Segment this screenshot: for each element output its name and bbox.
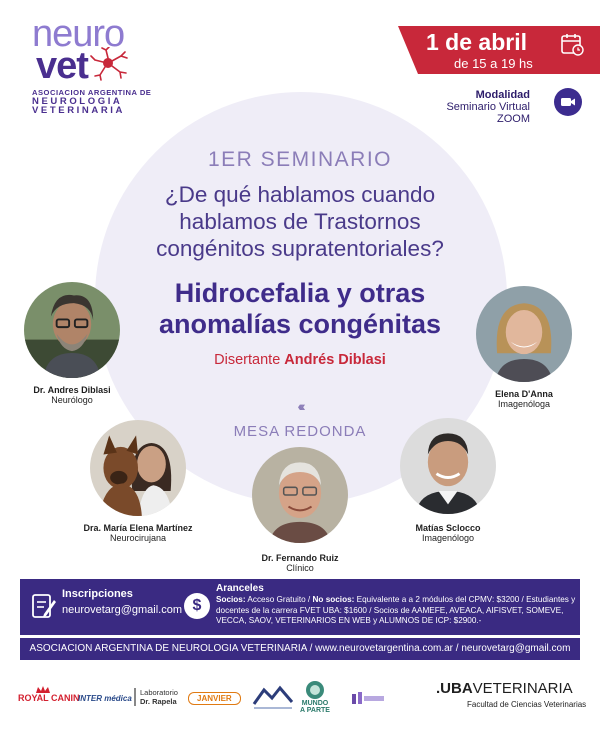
sponsor-royal-canin bbox=[18, 686, 80, 703]
sponsor-mundo-a-parte bbox=[300, 680, 330, 714]
purple-bars-logo-icon bbox=[352, 690, 386, 704]
person-name-fernando: Dr. Fernando Ruiz bbox=[261, 553, 339, 563]
inscription-email[interactable]: neurovetarg@gmail.com bbox=[62, 604, 182, 616]
logo-line-vet bbox=[32, 45, 152, 87]
fees-members-text: Acceso Gratuito / bbox=[247, 595, 311, 604]
chevrons-left-icon: ‹‹‹ bbox=[297, 398, 303, 414]
person-name-maria: Dra. María Elena Martínez bbox=[83, 523, 193, 533]
sponsor-rapela-l1: Laboratorio bbox=[140, 688, 178, 697]
sponsor-rapela bbox=[134, 688, 178, 706]
uba-suffix: VETERINARIA bbox=[472, 680, 573, 697]
fees-members-label: Socios: bbox=[216, 595, 246, 604]
calendar-clock-icon bbox=[560, 32, 584, 56]
crown-icon bbox=[36, 686, 50, 693]
sponsor-purple-logo bbox=[352, 690, 386, 706]
logo-word-neuro: neuro bbox=[32, 13, 125, 55]
person-role-andres: Neurólogo bbox=[51, 395, 93, 405]
sponsor-mundo-l2: A PARTE bbox=[300, 707, 330, 714]
registration-form-icon bbox=[32, 592, 56, 620]
person-name-elena: Elena D'Anna bbox=[495, 389, 553, 399]
seminar-label: 1ER SEMINARIO bbox=[207, 148, 393, 171]
uba-subtitle: Facultad de Ciencias Veterinarias bbox=[467, 700, 587, 709]
person-role-elena: Imagenóloga bbox=[497, 399, 551, 409]
main-title-line-1: Hidrocefalia y otras bbox=[174, 278, 426, 308]
seminar-question bbox=[0, 181, 600, 262]
question-line-3: congénitos supratentoriales? bbox=[156, 236, 444, 261]
modality-line2: ZOOM bbox=[497, 113, 530, 125]
avatar-maria-elena-martinez bbox=[90, 420, 186, 516]
contact-bar[interactable]: ASOCIACION ARGENTINA DE NEUROLOGIA VETERINARIA / www.neurovetargentina.com.ar / neurovetarg@gmail.com bbox=[20, 638, 580, 660]
question-line-1: ¿De qué hablamos cuando bbox=[164, 182, 436, 207]
globe-icon bbox=[305, 680, 325, 700]
sponsor-rapela-l2: Dr. Rapela bbox=[140, 697, 177, 706]
fees-nonmembers-label: No socios: bbox=[312, 595, 355, 604]
person-name-matias: Matías Sclocco bbox=[415, 523, 481, 533]
neuron-icon bbox=[90, 47, 130, 81]
logo-sub-2: NEUROLOGIA bbox=[32, 96, 123, 107]
modality-info bbox=[446, 89, 530, 125]
uba-logo bbox=[436, 680, 573, 697]
sponsor-mundo-l1: MUNDO bbox=[301, 700, 329, 707]
logo-subtitle bbox=[32, 88, 152, 115]
bird-logo-icon bbox=[250, 684, 296, 712]
event-date: 1 de abril bbox=[426, 29, 527, 55]
sponsor-intermedica: INTER médica bbox=[78, 694, 132, 703]
event-time: de 15 a 19 hs bbox=[454, 56, 533, 71]
avatar-fernando-ruiz bbox=[252, 447, 348, 543]
sponsor-bird-logo bbox=[250, 684, 296, 714]
avatar-elena-danna bbox=[476, 286, 572, 382]
question-line-2: hablamos de Trastornos bbox=[179, 209, 421, 234]
avatar-matias-sclocco bbox=[400, 418, 496, 514]
info-box bbox=[20, 579, 580, 635]
sponsor-royal-canin-text: ROYAL CANIN bbox=[18, 693, 80, 703]
neurovet-logo bbox=[32, 13, 152, 116]
modality-title: Modalidad bbox=[475, 89, 530, 101]
sponsor-janvier: JANVIER bbox=[188, 692, 241, 705]
uba-prefix: .UBA bbox=[436, 680, 473, 697]
speaker-name: Andrés Diblasi bbox=[284, 352, 386, 368]
fees-nonmembers-text: Equivalente a a 2 módulos del CPMV: $3200 / Estudiantes y docentes de la carrera FVET UBA: $1600 / Socios de AAMEFE, AVEACA, AIFISVET, SOMEVE, VECCA, SAOV, VETERINARIOS EN WEB y ALUMNOS DE ICP: $2900.- bbox=[216, 595, 576, 625]
logo-word-vet: vet bbox=[36, 45, 88, 87]
person-role-maria: Neurocirujana bbox=[109, 533, 167, 543]
date-banner bbox=[418, 26, 600, 74]
avatar-andres-diblasi bbox=[24, 282, 120, 378]
dollar-icon: $ bbox=[184, 593, 210, 619]
modality-line1: Seminario Virtual bbox=[446, 101, 530, 113]
round-table-label: MESA REDONDA bbox=[233, 423, 367, 440]
main-title-line-2: anomalías congénitas bbox=[158, 309, 442, 339]
inscription-title: Inscripciones bbox=[62, 588, 133, 600]
logo-sub-1: ASOCIACION ARGENTINA DE bbox=[32, 88, 152, 97]
video-camera-icon bbox=[554, 88, 582, 116]
fees-title: Aranceles bbox=[216, 583, 264, 594]
speaker-prefix: Disertante bbox=[214, 352, 281, 368]
logo-sub-3: VETERINARIA bbox=[32, 105, 125, 116]
person-role-matias: Imagenólogo bbox=[421, 533, 475, 543]
person-role-fernando: Clínico bbox=[286, 563, 314, 573]
person-name-andres: Dr. Andres Diblasi bbox=[33, 385, 111, 395]
fees-text bbox=[216, 595, 576, 627]
